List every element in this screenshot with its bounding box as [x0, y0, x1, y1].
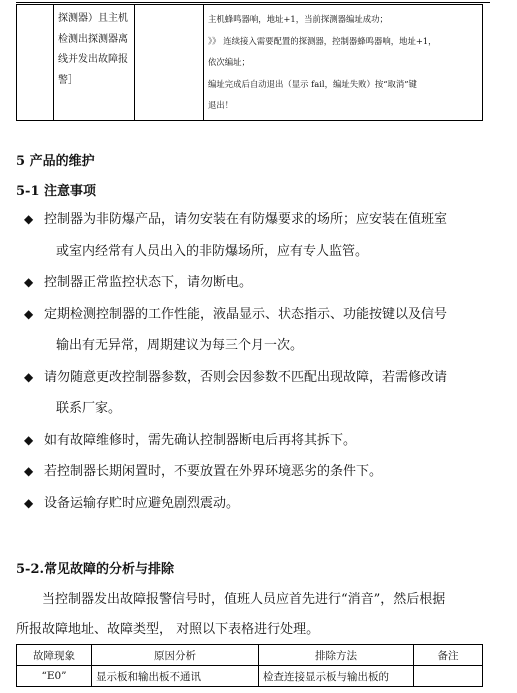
description-line: 依次编址；: [208, 57, 250, 67]
diamond-bullet-icon: ◆: [24, 212, 34, 226]
continued-table: [16, 4, 483, 121]
list-item: ◆ 若控制器长期闲置时，不要放置在外界环境恶劣的条件下。: [24, 456, 494, 488]
table-cell: [414, 666, 483, 687]
notice-list: [24, 204, 494, 519]
section-heading: 5 产品的维护: [16, 154, 95, 169]
table-row: [17, 666, 483, 687]
description-cell: [204, 5, 483, 121]
diamond-bullet-icon: ◆: [24, 306, 34, 321]
column-header: 故障现象: [17, 645, 92, 666]
condition-cell: [54, 5, 135, 121]
description-line: 主机蜂鸣器响，地址+1，当前探测器编址成功；: [208, 14, 388, 24]
list-item: ◆ 控制器为非防爆产品，请勿安装在有防爆要求的场所；应安装在值班室 或室内经常有人员出入的非防爆场所，应有专人监管。: [24, 204, 494, 267]
list-item: ◆ 请勿随意更改控制器参数，否则会因参数不匹配出现故障，若需修改请 联系厂家。: [24, 362, 494, 425]
description-line: 退出！: [208, 100, 234, 110]
table-row: [17, 5, 483, 121]
section-heading: 5-2.常见故障的分析与排除: [16, 562, 175, 577]
condition-line: 线并发出故障报: [58, 54, 128, 65]
column-header: 排除方法: [259, 645, 414, 666]
table-cell: “E0”: [17, 666, 92, 687]
description-line: 》》 连续接入需要配置的探测器，控制器蜂鸣器响，地址+1，: [208, 35, 437, 46]
sub-heading: 5-1 注意事项: [16, 184, 97, 199]
diamond-bullet-icon: ◆: [24, 464, 34, 478]
diamond-bullet-icon: ◆: [24, 432, 34, 447]
condition-line: 探测器）且主机: [58, 13, 128, 24]
table-cell: 检查连接显示板与输出板的: [259, 666, 414, 687]
list-item: ◆ 如有故障维修时，需先确认控制器断电后再将其拆下。: [24, 425, 494, 457]
intro-paragraph: 当控制器发出故障报警信号时，值班人员应首先进行“消音”，然后根据 所报故障地址、故障类型， 对照以下表格进行处理。: [16, 592, 446, 637]
list-item: ◆ 设备运输存贮时应避免剧烈震动。: [24, 488, 494, 520]
list-item: ◆ 控制器正常监控状态下，请勿断电。: [24, 267, 494, 299]
table-cell: 显示板和输出板不通讯: [92, 666, 259, 687]
top-rule: [16, 2, 490, 3]
column-header: 原因分析: [92, 645, 259, 666]
diamond-bullet-icon: ◆: [24, 369, 34, 384]
diamond-bullet-icon: ◆: [24, 275, 34, 289]
column-header: 备注: [414, 645, 483, 666]
list-item: ◆ 定期检测控制器的工作性能，液晶显示、状态指示、功能按键以及信号 输出有无异常，周期建议为每三个月一次。: [24, 299, 494, 362]
diamond-bullet-icon: ◆: [24, 495, 34, 510]
fault-table: [16, 644, 483, 687]
description-line: 编址完成后自动退出（显示 fail，编址失败）按“取消”键: [208, 78, 417, 89]
condition-line: 警］: [58, 74, 78, 86]
table-header-row: [17, 645, 483, 666]
condition-line: 检测出探测器离: [58, 33, 128, 45]
